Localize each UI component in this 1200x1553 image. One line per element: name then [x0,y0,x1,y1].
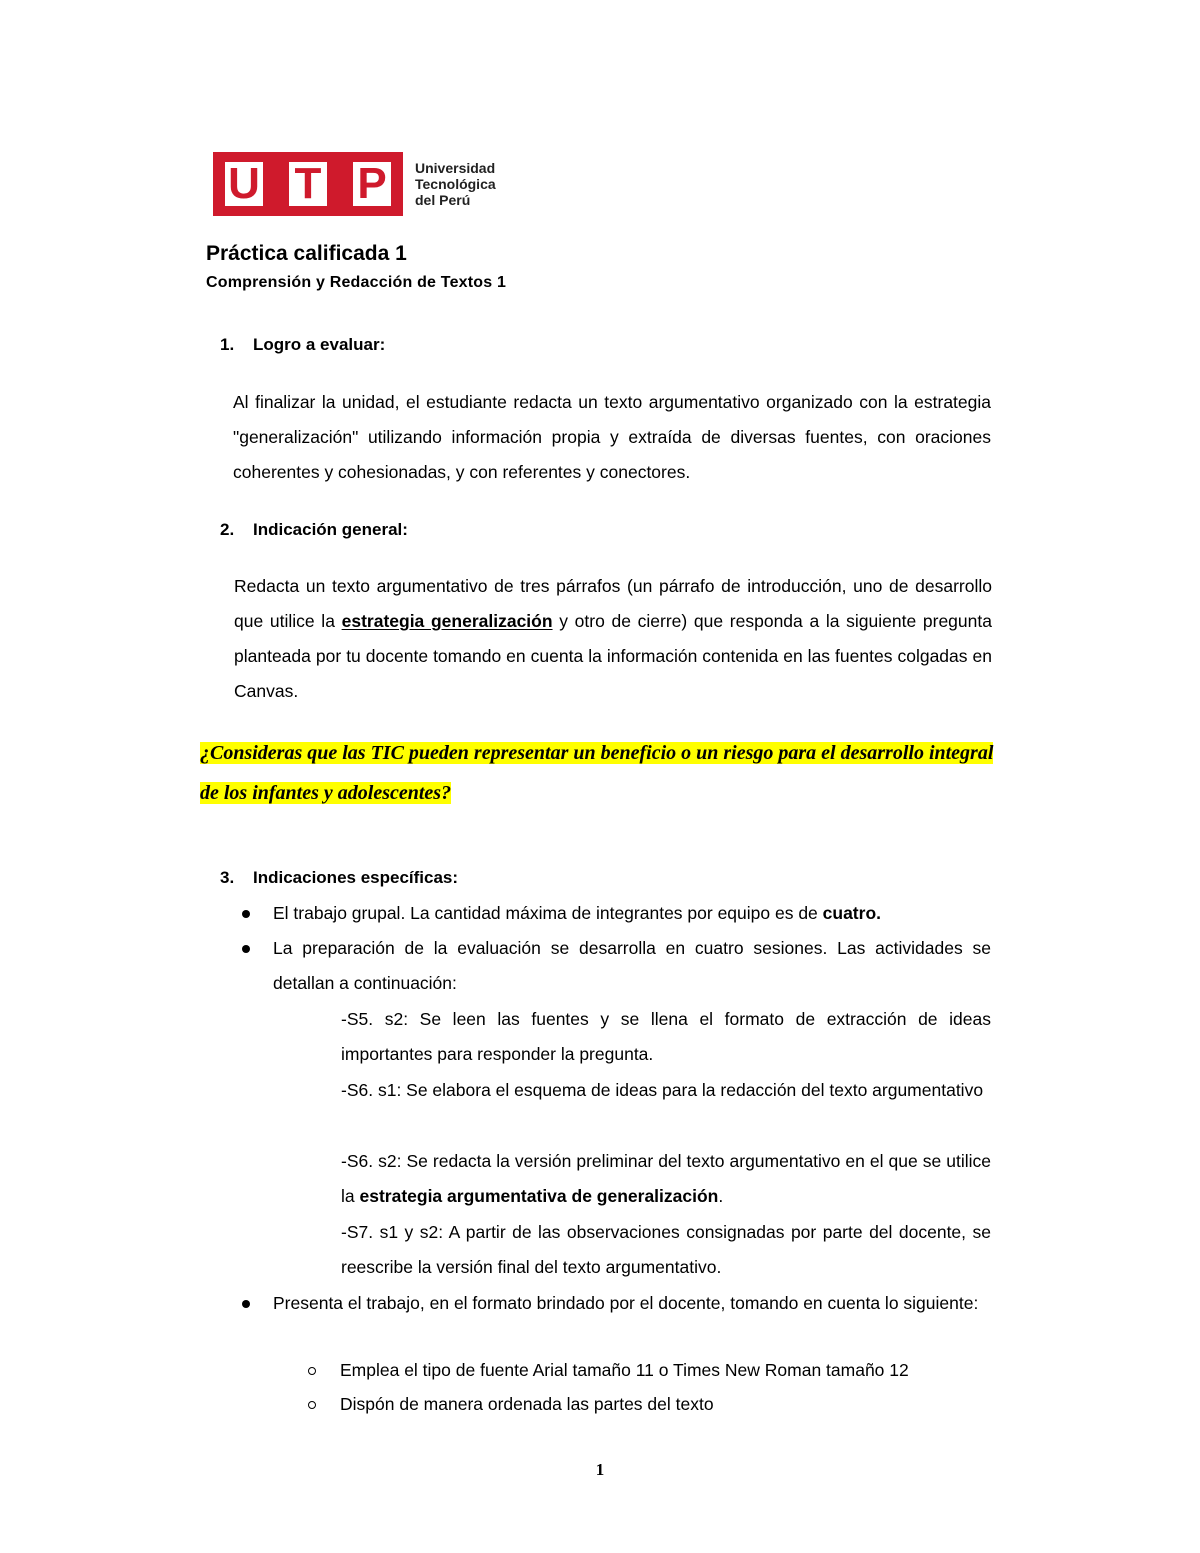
logo-letter-p: P [353,162,391,206]
utp-logo-mark [213,152,403,216]
document-title: Práctica calificada 1 [206,242,407,265]
section2-text [234,569,992,709]
sub-bullet-icon [308,1401,316,1409]
logo-letter-t: T [289,162,327,206]
bullet-icon [242,1300,250,1308]
section2-number: 2. [220,520,235,539]
sub-bullet2-text: Dispón de manera ordenada las partes del texto [340,1394,714,1414]
activity-s5-s2: -S5. s2: Se leen las fuentes y se llena el formato de extracción de ideas importantes para responder la pregunta. [341,1009,991,1064]
logo-letter-u: U [225,162,263,206]
activity-s6-s2 [341,1144,991,1214]
activity-s6-s1: -S6. s1: Se elabora el esquema de ideas para la redacción del texto argumentativo [341,1080,984,1100]
bullet1-bold: cuatro. [822,903,882,923]
section1-text: Al finalizar la unidad, el estudiante redacta un texto argumentativo organizado con la estrategia "generalización" utilizando información propia y extraída de diversas fuentes, con oraciones coherentes y cohesionadas, y con referentes y conectores. [233,392,991,482]
utp-logo [213,152,496,216]
section2-emphasis: estrategia generalización [341,611,553,631]
activity-s6-s2-bold: estrategia argumentativa de generalización [359,1186,719,1206]
logo-line: Universidad [415,160,496,176]
bullet-icon [242,945,250,953]
page-number: 1 [595,1460,605,1479]
bullet1-text [273,896,991,931]
question-text: ¿Consideras que las TIC pueden representar un beneficio o un riesgo para el desarrollo integral de los infantes y adolescentes? [200,742,994,804]
logo-line: Tecnológica [415,176,496,192]
section3-number: 3. [220,868,235,887]
logo-wordmark [415,160,496,208]
activity-s6-s2-start: -S6. s2: Se redacta la versión preliminar del texto argumentativo en el que se utilice la [341,1151,991,1206]
sub-bullet1-text: Emplea el tipo de fuente Arial tamaño 11 o Times New Roman tamaño 12 [340,1360,909,1380]
section2-text-end: y otro de cierre) que responda a la siguiente pregunta planteada por tu docente tomando en cuenta la información contenida en las fuentes colgadas en Canvas. [234,611,992,701]
activity-s7: -S7. s1 y s2: A partir de las observaciones consignadas por parte del docente, se reescribe la versión final del texto argumentativo. [341,1222,991,1277]
section1-number: 1. [220,335,235,354]
sub-bullet-icon [308,1367,316,1375]
logo-line: del Perú [415,192,471,208]
bullet3-text: Presenta el trabajo, en el formato brindado por el docente, tomando en cuenta lo siguiente: [273,1293,979,1313]
bullet-icon [242,910,250,918]
section2-text-start: Redacta un texto argumentativo de tres párrafos (un párrafo de introducción, uno de desarrollo que utilice la [234,576,992,631]
bullet2-text: La preparación de la evaluación se desarrolla en cuatro sesiones. Las actividades se detallan a continuación: [273,938,991,993]
highlighted-question [200,733,995,813]
section2-heading: Indicación general: [253,520,408,539]
document-subtitle: Comprensión y Redacción de Textos 1 [206,274,507,291]
section3-heading: Indicaciones específicas: [253,868,459,887]
bullet1-text-start: El trabajo grupal. La cantidad máxima de integrantes por equipo es de [273,903,823,923]
section1-heading: Logro a evaluar: [253,335,386,354]
activity-s6-s2-end: . [718,1186,724,1206]
